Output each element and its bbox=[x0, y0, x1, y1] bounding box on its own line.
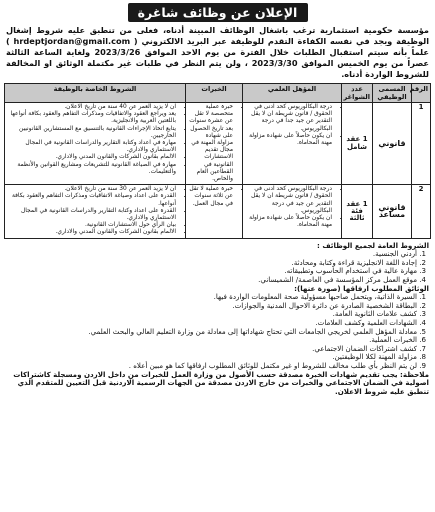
list-item: • خبرة عملية لا تقل عن ثلاثة سنوات في مجال العمل. bbox=[188, 186, 233, 208]
table-row bbox=[5, 185, 431, 238]
list-item: • ان يكون حاصلاً على شهادة مزاولة مهنة المحاماة. bbox=[245, 215, 332, 229]
list-item: 5. معادلة المؤهل العلمي لخريجي الجامعات التي تحتاج شهاداتها إلى معادلة من وزارة التعليم العالي والبحث العلمي. bbox=[6, 328, 417, 337]
list-item: 9. لن يتم النظر بأي طلب مخالف للشروط او غير مكتمل للوثائق المطلوب ارفاقها كما هو مبين أعلاه . bbox=[6, 362, 417, 371]
list-item: • خبرة عملية متخصصة لا تقل عن عشرة سنوات بعد تاريخ الحصول على شهادة مزاولة المهنة في مجال تقديم الاستشارات القانونية في القطاعين العام والخاص. bbox=[188, 104, 233, 183]
list-item: • الالمام بقانون الشركات والقانون المدني والاداري. bbox=[7, 229, 176, 236]
header-job-title: المسمى الوظيفي bbox=[373, 84, 412, 103]
row-qualification bbox=[243, 103, 342, 185]
qualification-list bbox=[245, 104, 339, 147]
header-number: الرقم bbox=[412, 84, 431, 103]
header-experience: الخبرات bbox=[186, 84, 243, 103]
list-item: • القدرة على اعداد وكتابة التقارير والدراسات القانونية في المجال الاستثماري والاداري. bbox=[7, 208, 176, 222]
general-conditions-heading: الشروط العامة لجميع الوظائف : bbox=[317, 240, 429, 250]
list-item: • يعد ويراجع العقود والاتفاقيات ومذكرات التفاهم والعقود بكافة أنواعها باللغتين العربية والانجليزية. bbox=[7, 111, 176, 125]
announcement-intro: مؤسسة حكومية استثمارية ترغب باشغال الوظائف المبينة أدناه، فعلى من تنطبق عليه شروط إشغال الوظيفة ويجد في نفسه الكفاءة التقدم للوظيفة عبر البريد الالكتروني ( hrdeptjordan@gmail.com ) علماً بأنه سيتم استقبال الطلبات خلال الفترة من يوم الاحد الموافق 2023/3/26 ولغاية الساعة الثالثة عصراً من يوم الخميس الموافق 2023/3/30 ، ولن يتم النظر في طلبات غير مكتملة الوثائق او المخالفة للشروط الواردة أدناه. bbox=[6, 25, 429, 79]
list-item: 4. موقع العمل مركز المؤسسة في العاصمة/ الشميساني. bbox=[6, 276, 417, 285]
row-experience bbox=[186, 185, 243, 238]
list-item: • درجة البكالوريوس كحد ادنى في الحقوق / قانون شريطة ان لا يقل التقدير عن جيد في درجة البكالوريوس. bbox=[245, 186, 332, 215]
table-row bbox=[5, 103, 431, 185]
experience-list bbox=[188, 186, 240, 208]
list-item: 2. إجادة اللغة الانجليزية قراءة وكتابة ومحادثة. bbox=[6, 259, 417, 268]
conditions-list bbox=[7, 186, 183, 236]
list-item: 1. أردني الجنسية. bbox=[6, 250, 417, 259]
row-experience bbox=[186, 103, 243, 185]
header-conditions: الشروط الخاصة بالوظيفة bbox=[5, 84, 186, 103]
list-item: • ان يكون حاصلاً على شهادة مزاولة مهنة المحاماة. bbox=[245, 133, 332, 147]
list-item: 3. كشف علامات الثانوية العامة. bbox=[6, 310, 417, 319]
list-item: • ان لا يزيد العمر عن 30 سنة من تاريخ الاعلان. bbox=[7, 186, 176, 193]
list-item: • مهارة في الصياغة القانونية للتشريعات ومشاريع القوانين والأنظمة والتعليمات. bbox=[7, 162, 176, 176]
documents-list bbox=[6, 293, 429, 370]
row-job-title: قانوني مساعد bbox=[373, 185, 412, 238]
documents-heading: الوثائق المطلوب ارفاقها (صورة عنها): bbox=[294, 283, 429, 293]
row-vacancies: 1 عقد فئة ثالثة bbox=[342, 185, 373, 238]
list-item: • الالمام بقانون الشركات والقانون المدني والاداري. bbox=[7, 154, 176, 161]
list-item: • درجة البكالوريوس كحد ادنى في الحقوق / قانون شريطة ان لا يقل التقدير عن جيد جداً في درجة البكالوريوس. bbox=[245, 104, 332, 133]
row-number: 1 bbox=[412, 103, 431, 185]
header-vacancies: عدد الشواغر bbox=[342, 84, 373, 103]
list-item: 7. كشف اشتراكات الضمان الاجتماعي. bbox=[6, 345, 417, 354]
list-item: • بيان الرأي حول الاستشارات القانونية. bbox=[7, 222, 176, 229]
list-item: • القدرة على اعداد وصياغة الاتفاقيات ومذكرات التفاهم والعقود بكافة أنواعها. bbox=[7, 193, 176, 207]
list-item: 2. البطاقة الشخصية الصادرة عن دائرة الاحوال المدنية والجوازات. bbox=[6, 302, 417, 311]
experience-list bbox=[188, 104, 240, 183]
list-item: 1. السيرة الذاتية، ويتحمل صاحبها مسؤولية صحة المعلومات الواردة فيها. bbox=[6, 293, 417, 302]
footnote: ملاحظة: يجب تقديم شهادات الخبرة مصدقة حسب الأصول من وزارة العمل للخبرات من داخل الاردن ومسجلة كاشتراكات اصولية في الضمان الاجتماعي والخبرات من خارج الاردن مصدقة من الجهات الرسمية الاردنية قبل التعيين للمتقدم الذي تنطبق عليه شروط الاعلان. bbox=[13, 369, 429, 396]
list-item: • مهارة في اعداد وكتابة التقارير والدراسات القانونية في المجال الاستثماري والاداري. bbox=[7, 140, 176, 154]
row-vacancies: 1 عقد شامل bbox=[342, 103, 373, 185]
list-item: • ان لا يزيد العمر عن 40 سنة من تاريخ الاعلان. bbox=[7, 104, 176, 111]
table-header-row bbox=[5, 84, 431, 103]
list-item: 6. الخبرات العملية. bbox=[6, 336, 417, 345]
list-item: 8. مزاولة المهنة لكلا الوظيفتين. bbox=[6, 353, 417, 362]
general-conditions-list bbox=[6, 250, 429, 284]
row-conditions bbox=[5, 103, 186, 185]
list-item: 4. الشهادات العلمية وكشف العلامات. bbox=[6, 319, 417, 328]
jobs-table bbox=[4, 83, 431, 239]
row-conditions bbox=[5, 185, 186, 238]
row-qualification bbox=[243, 185, 342, 238]
list-item: 3. مهارة عالية في استخدام الحاسوب وتطبيقاته. bbox=[6, 267, 417, 276]
row-job-title: قانوني bbox=[373, 103, 412, 185]
header-qualification: المؤهل العلمي bbox=[243, 84, 342, 103]
row-number: 2 bbox=[412, 185, 431, 238]
qualification-list bbox=[245, 186, 339, 229]
conditions-list bbox=[7, 104, 183, 176]
announcement-title: الإعلان عن وظائف شاغرة bbox=[128, 3, 308, 22]
list-item: • يتابع اتخاذ الإجراءات القانونية بالتنسيق مع المستشارين القانونيين الخارجيين. bbox=[7, 126, 176, 140]
general-section bbox=[6, 242, 429, 397]
